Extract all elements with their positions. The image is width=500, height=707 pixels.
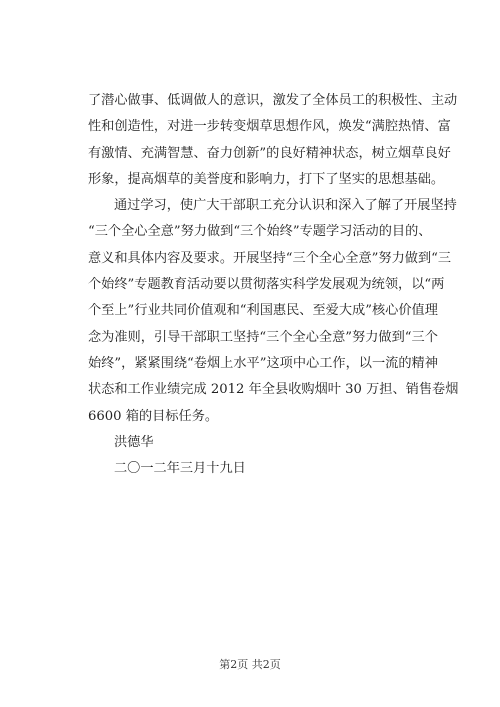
text-line: 始终”，紧紧围绕“卷烟上水平”这项中心工作，以一流的精神 bbox=[88, 355, 438, 371]
text-line: 个始终”专题教育活动要以贯彻落实科学发展观为统领，以“两 bbox=[88, 277, 445, 293]
text-line: 了潜心做事、低调做人的意识，激发了全体员工的积极性、主动 bbox=[88, 93, 458, 108]
text-line: 意义和具体内容及要求。开展坚持“三个全心全意”努力做到“三 bbox=[88, 250, 452, 266]
text-line: 状态和工作业绩完成 2012 年全县收购烟叶 30 万担、销售卷烟 bbox=[88, 382, 459, 398]
text-line: 通过学习，使广大干部职工充分认识和深入了解了开展坚持 bbox=[114, 198, 457, 214]
signature: 洪德华 bbox=[114, 434, 154, 450]
page-footer bbox=[0, 656, 500, 672]
text-line: 性和创造性，对进一步转变烟草思想作风，焕发“满腔热情、富 bbox=[88, 119, 451, 135]
text-line: 形象，提高烟草的美誉度和影响力，打下了坚实的思想基础。 bbox=[88, 171, 445, 187]
text-line: 念为准则，引导干部职工坚持“三个全心全意”努力做到“三个 bbox=[88, 329, 438, 345]
document-date: 二〇一二年三月十九日 bbox=[114, 461, 246, 477]
text-line: 个至上”行业共同价值观和“利国惠民、至爱大成”核心价值理 bbox=[88, 303, 438, 319]
text-line: 6600 箱的目标任务。 bbox=[88, 408, 219, 424]
text-line: 有激情、充满智慧、奋力创新”的良好精神状态，树立烟草良好 bbox=[88, 145, 451, 161]
page-number: 第2页 共2页 bbox=[219, 658, 281, 671]
text-line: “三个全心全意”努力做到“三个始终”专题学习活动的目的、 bbox=[88, 224, 432, 240]
document-body bbox=[88, 88, 459, 482]
